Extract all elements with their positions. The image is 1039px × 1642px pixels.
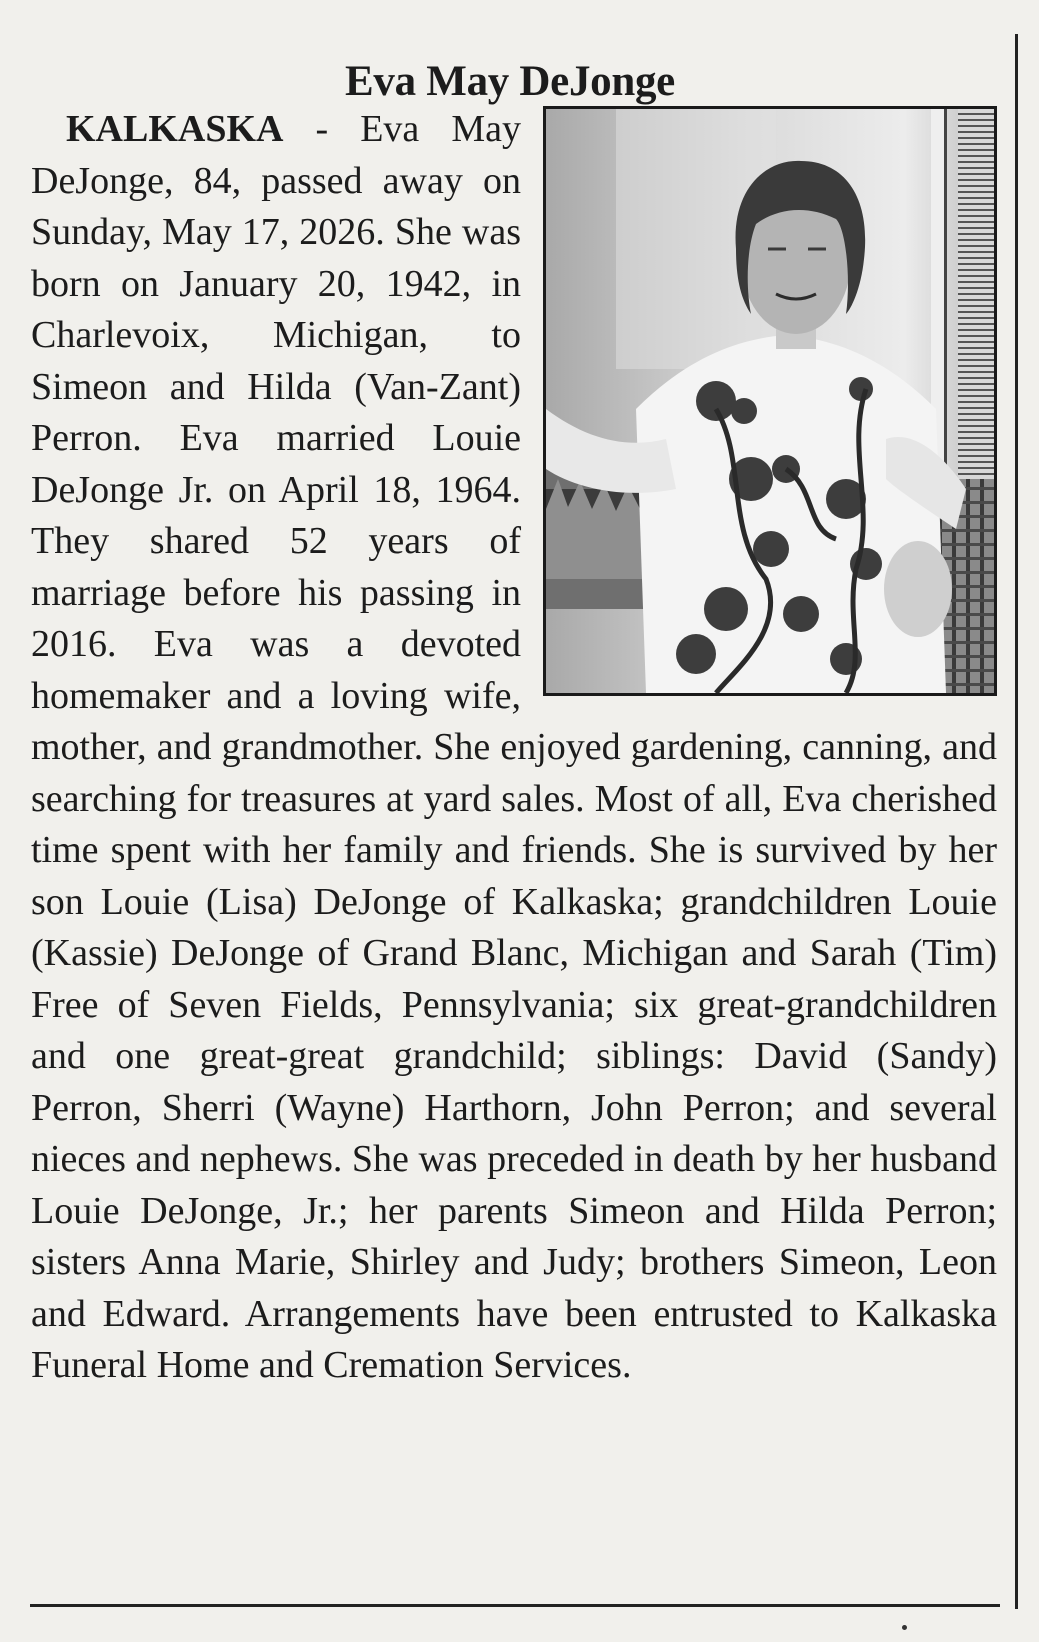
portrait-photo-icon	[546, 109, 994, 693]
dateline: KALKASKA	[66, 108, 284, 150]
obituary-text: - Eva May DeJonge, 84, passed away on Sunday, May 17, 2026. She was born on January 20, 1942, in Charlevoix, Michigan, to Simeon and Hilda (Van-Zant) Perron. Eva married Louie DeJonge Jr. on April 18, 1964. They shared 52 years of marriage before his passing in 2016. Eva was a devoted homemaker and a loving wife, mother, and grandmother. She enjoyed gardening, canning, and searching for treasures at yard sales. Most of all, Eva cherished time spent with her family and friends. She is survived by her son Louie (Lisa) DeJonge of Kalkaska; grandchildren Louie (Kassie) DeJonge of Grand Blanc, Michigan and Sarah (Tim) Free of Seven Fields, Pennsylvania; six great-grandchildren and one great-great grandchild; siblings: David (Sandy) Perron, Sherri (Wayne) Harthorn, John Perron; and several nieces and nephews. She was preceded in death by her husband Louie DeJonge, Jr.; her parents Simeon and Hilda Perron; sisters Anna Marie, Shirley and Judy; brothers Simeon, Leon and Edward. Arrangements have been entrusted to Kalkaska Funeral Home and Cremation Services.	[31, 108, 997, 1386]
print-speck	[902, 1625, 907, 1630]
portrait-photo	[543, 106, 997, 696]
obituary-column	[31, 104, 997, 1392]
column-rule-right	[1015, 34, 1018, 1609]
obituary-headline: Eva May DeJonge	[345, 57, 675, 105]
column-rule-bottom	[30, 1604, 1000, 1607]
